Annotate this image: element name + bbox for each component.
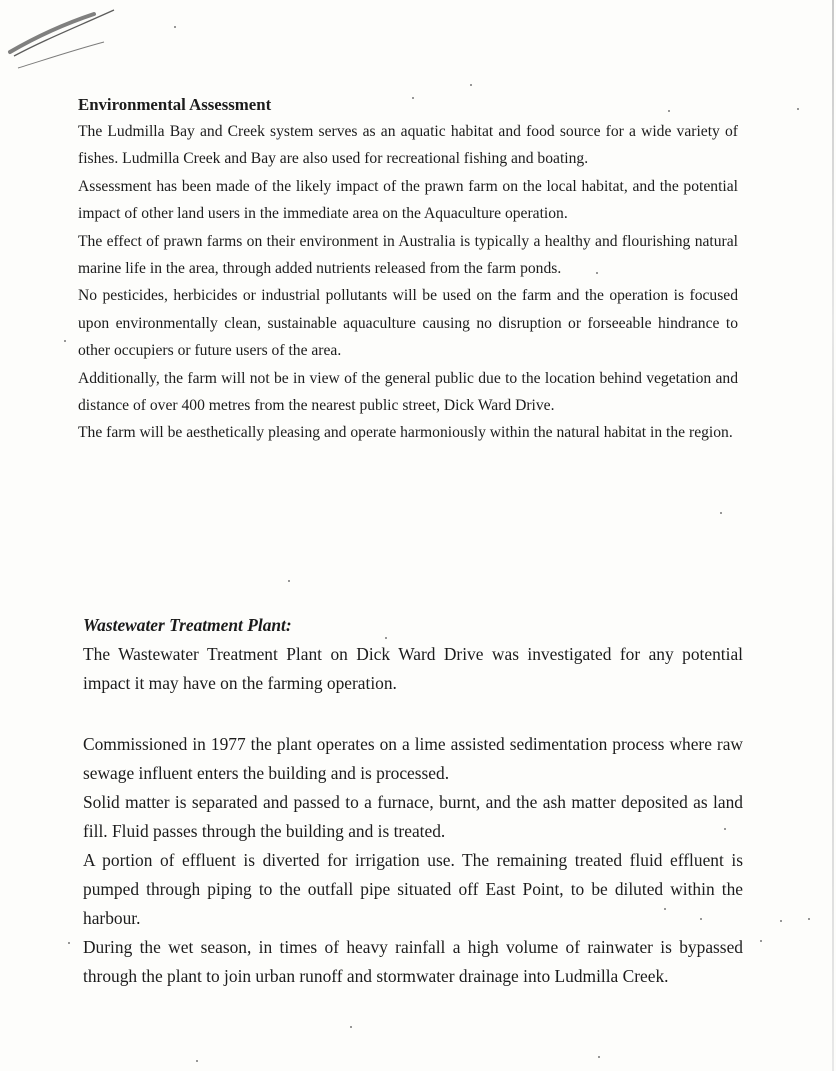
- scan-speck: [68, 942, 70, 944]
- scan-speck: [288, 580, 290, 582]
- scan-speck: [797, 108, 799, 110]
- paragraph-habitat: The Ludmilla Bay and Creek system serves as an aquatic habitat and food source for a wide variety of fishes. Ludmilla Creek and Bay are also used for recreational fishing and boating.: [78, 123, 738, 168]
- scan-speck: [668, 110, 670, 112]
- section-heading-wastewater-plant: Wastewater Treatment Plant:: [83, 615, 292, 635]
- scan-speck: [470, 84, 472, 86]
- paragraph-aesthetics: The farm will be aesthetically pleasing and operate harmoniously within the natural habitat in the region.: [78, 424, 733, 442]
- corner-pen-mark: [4, 2, 124, 72]
- scan-speck: [385, 637, 387, 639]
- scan-speck: [720, 512, 722, 514]
- paragraph-no-pollutants: No pesticides, herbicides or industrial pollutants will be used on the farm and the operation is focused upon environmentally clean, sustainable aquaculture causing no disruption or forseeable hindrance to other occupiers or future users of the area.: [78, 287, 738, 360]
- scan-speck: [760, 940, 762, 942]
- paragraph-public-view: Additionally, the farm will not be in view of the general public due to the location behind vegetation and distance of over 400 metres from the nearest public street, Dick Ward Drive.: [78, 369, 738, 415]
- scan-speck: [174, 26, 176, 28]
- section-heading-environmental-assessment: Environmental Assessment: [78, 95, 272, 114]
- environmental-assessment-section: [78, 91, 738, 447]
- paragraph-effluent: A portion of effluent is diverted for irrigation use. The remaining treated fluid effluent is pumped through piping to the outfall pipe situated off East Point, to be diluted within the harbour.: [83, 850, 743, 928]
- scan-speck: [808, 918, 810, 920]
- scan-speck: [598, 1056, 600, 1058]
- paragraph-solid-matter: Solid matter is separated and passed to a furnace, burnt, and the ash matter deposited as land fill. Fluid passes through the building and is treated.: [83, 792, 743, 841]
- scan-speck: [780, 920, 782, 922]
- scan-speck: [196, 1060, 198, 1062]
- scan-edge-shadow: [832, 0, 834, 1071]
- wastewater-plant-details: [83, 730, 743, 991]
- scan-speck: [64, 340, 66, 342]
- paragraph-commissioned: Commissioned in 1977 the plant operates on a lime assisted sedimentation process where raw sewage influent enters the building and is processed.: [83, 734, 743, 783]
- scan-speck: [412, 97, 414, 99]
- scan-speck: [700, 918, 702, 920]
- paragraph-plant-investigated: The Wastewater Treatment Plant on Dick Ward Drive was investigated for any potential impact it may have on the farming operation.: [83, 644, 743, 693]
- scan-speck: [350, 1026, 352, 1028]
- scan-speck: [596, 272, 598, 274]
- paragraph-prawn-farm-effect: The effect of prawn farms on their environment in Australia is typically a healthy and flourishing natural marine life in the area, through added nutrients released from the farm ponds.: [78, 232, 738, 278]
- scan-speck: [664, 908, 666, 910]
- wastewater-plant-section: [83, 611, 743, 698]
- paragraph-wet-season: During the wet season, in times of heavy rainfall a high volume of rainwater is bypassed through the plant to join urban runoff and stormwater drainage into Ludmilla Creek.: [83, 937, 743, 986]
- paragraph-impact-assessment: Assessment has been made of the likely impact of the prawn farm on the local habitat, and the potential impact of other land users in the immediate area on the Aquaculture operation.: [78, 177, 738, 223]
- scan-speck: [724, 828, 726, 830]
